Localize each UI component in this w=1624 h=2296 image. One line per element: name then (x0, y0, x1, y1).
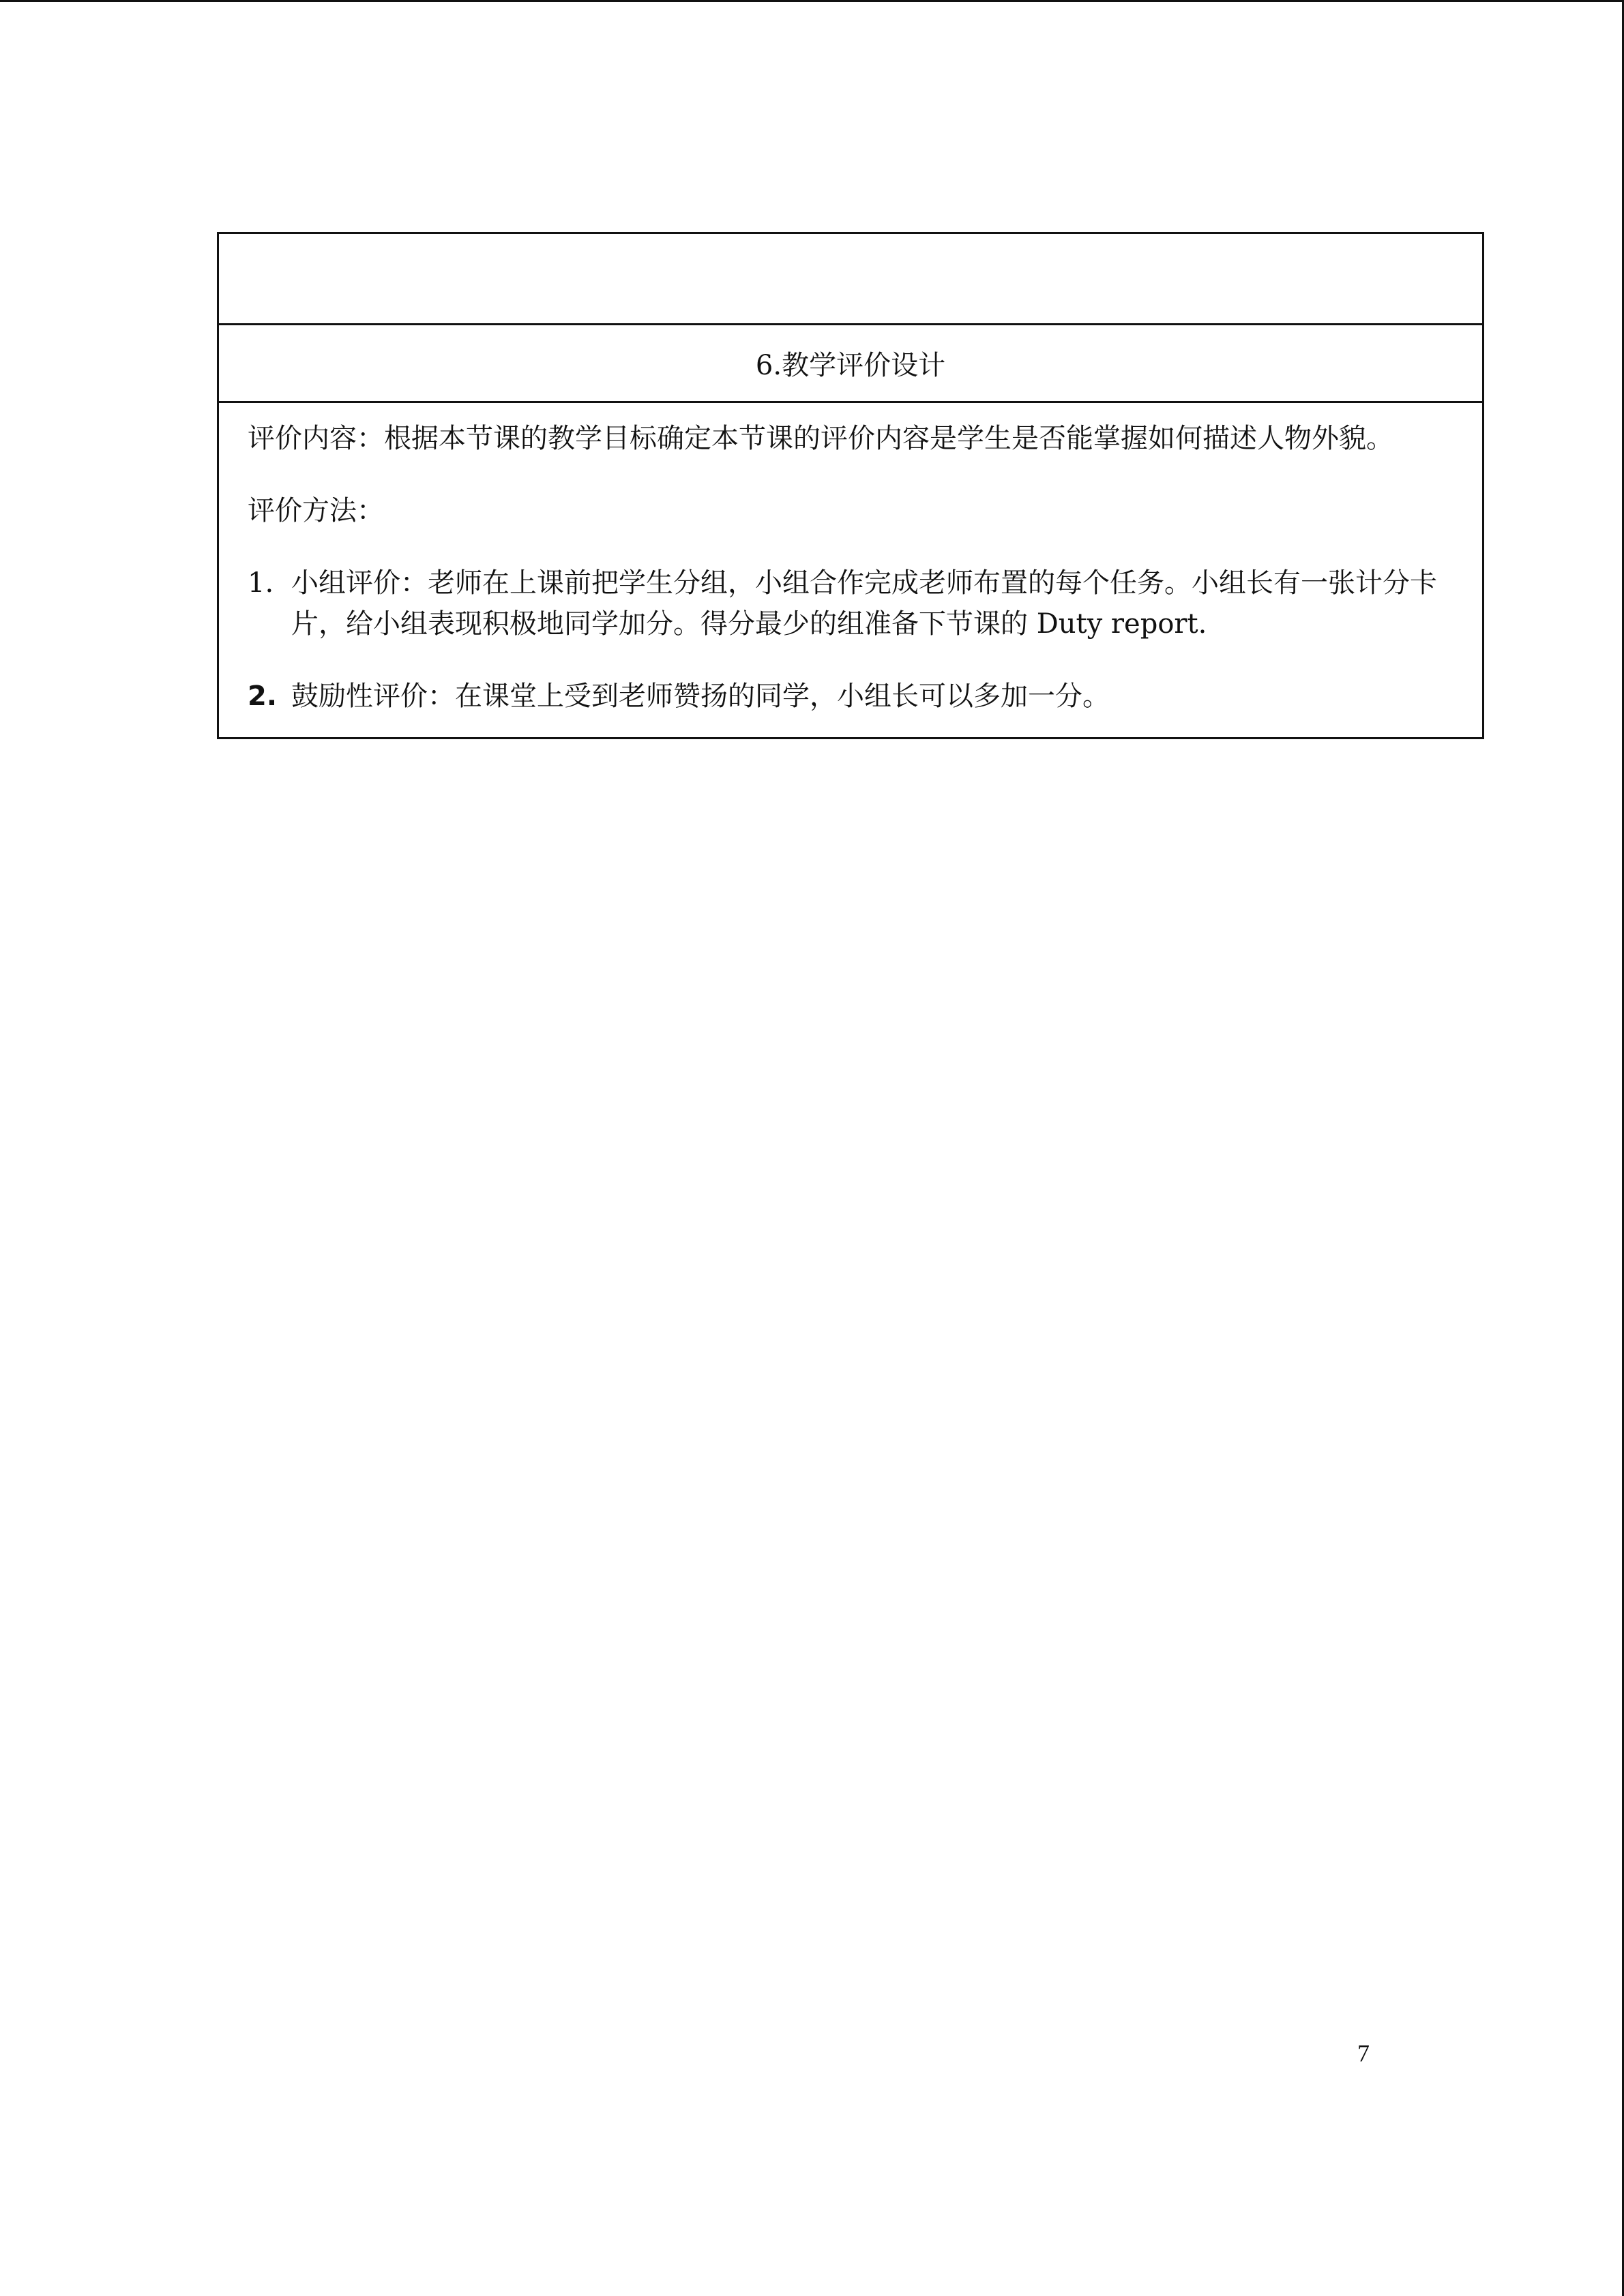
list-item-number: 1. (248, 567, 274, 599)
section-heading: 6.教学评价设计 (755, 350, 946, 381)
list-item (248, 563, 1462, 644)
list-item-text: 小组评价：老师在上课前把学生分组，小组合作完成老师布置的每个任务。小组长有一张计分卡片，给小组表现积极地同学加分。得分最少的组准备下节课的 Duty report. (291, 567, 1437, 640)
table-body-row (219, 403, 1482, 737)
evaluation-design-table (217, 232, 1484, 739)
page-number: 7 (1357, 2040, 1370, 2067)
evaluation-content-paragraph: 评价内容：根据本节课的教学目标确定本节课的评价内容是学生是否能掌握如何描述人物外貌。 (248, 423, 1393, 454)
page-top-border (0, 0, 1624, 2)
evaluation-method-label: 评价方法： (248, 495, 384, 526)
list-item-text: 鼓励性评价：在课堂上受到老师赞扬的同学，小组长可以多加一分。 (291, 681, 1110, 712)
list-item-number: 2. (248, 681, 278, 712)
list-item (248, 676, 1462, 717)
table-heading-row (219, 325, 1482, 403)
table-empty-row (219, 234, 1482, 325)
